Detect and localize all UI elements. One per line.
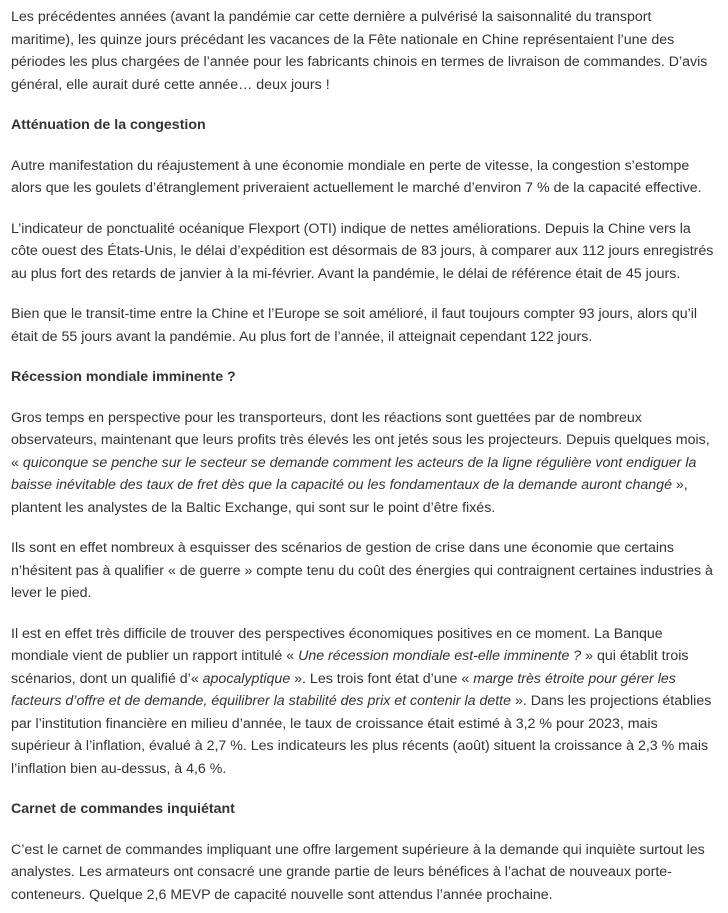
quote-text: quiconque se penche sur le secteur se demande comment les acteurs de la ligne régulière vont endiguer la baisse inévitable des taux de fret dès que la capacité ou les fondamentaux de la demande auront changé [11, 454, 697, 493]
text-span: Il est en effet très difficile de trouver des perspectives économiques positives en ce moment. La Banque mondiale vient de publier un rapport intitulé « [11, 625, 663, 664]
paragraph: C’est le carnet de commandes impliquant une offre largement supérieure à la demande qui inquiète surtout les analystes. Les armateurs ont consacré une grande partie de leurs bénéfices à l’achat de nouveaux porte-conteneurs. Quelque 2,6 MEVP de capacité nouvelle sont attendus l’année prochaine. [11, 841, 705, 903]
paragraph [11, 407, 717, 520]
section-heading: Atténuation de la congestion [11, 117, 206, 133]
text-span: ». Dans les projections établies par l’institution financière en milieu d’année, le taux de croissance était estimé à 3,2 % pour 2023, mais supérieur à l’inflation, évalué à 2,7 %. Les indicateurs les plus récents (août) situent la croissance à 2,3 % mais l’inflation bien au-dessus, à 4,6 %. [11, 693, 712, 777]
text-span: » qui établit trois scénarios, dont un qualifié d’« [11, 648, 689, 687]
text-span: ». Les trois font état d’une « [290, 670, 474, 687]
text-span: », plantent les analystes de la Baltic Exchange, qui sont sur le point d’être fixés. [11, 477, 688, 516]
quote-text: marge très étroite pour gérer les facteurs d’offre et de demande, équilibrer la stabilité des prix et contenir la dette [11, 670, 676, 709]
paragraph: Ils sont en effet nombreux à esquisser des scénarios de gestion de crise dans une économie que certains n’hésitent pas à qualifier « de guerre » compte tenu du coût des énergies qui contraignent certaines industries à lever le pied. [11, 540, 713, 601]
quote-text: apocalyptique [202, 670, 291, 687]
quote-text: Une récession mondiale est-elle imminente ? [298, 648, 582, 664]
paragraph [11, 623, 717, 781]
section-heading: Récession mondiale imminente ? [11, 369, 236, 385]
paragraph: Autre manifestation du réajustement à une économie mondiale en perte de vitesse, la congestion s’estompe alors que les goulets d’étranglement priveraient actuellement le marché d’environ 7 % de la capacité effective. [11, 157, 702, 196]
paragraph: Bien que le transit-time entre la Chine et l’Europe se soit amélioré, il faut toujours compter 93 jours, alors qu’il était de 55 jours avant la pandémie. Au plus fort de l’année, il atteignait cependant 122 jours. [11, 306, 698, 345]
paragraph: L’indicateur de ponctualité océanique Flexport (OTI) indique de nettes améliorations. Depuis la Chine vers la côte ouest des États-Unis, le délai d’expédition est désormais de 83 jours, à comparer aux 112 jours enregistrés au plus fort des retards de janvier à la mi-février. Avant la pandémie, le délai de référence était de 45 jours. [11, 220, 714, 282]
paragraph: Les précédentes années (avant la pandémie car cette dernière a pulvérisé la saisonnalité du transport maritime), les quinze jours précédant les vacances de la Fête nationale en Chine représentaient l’une des périodes les plus chargées de l’année pour les fabricants chinois en termes de livraison de commandes. D’avis général, elle aurait duré cette année… deux jours ! [11, 9, 708, 93]
text-span: Gros temps en perspective pour les transporteurs, dont les réactions sont guettées par de nombreux observateurs, maintenant que leurs profits très élevés les ont jetés sous les projecteurs. Depuis quelques mois, « [11, 409, 710, 471]
section-heading: Carnet de commandes inquiétant [11, 801, 235, 817]
